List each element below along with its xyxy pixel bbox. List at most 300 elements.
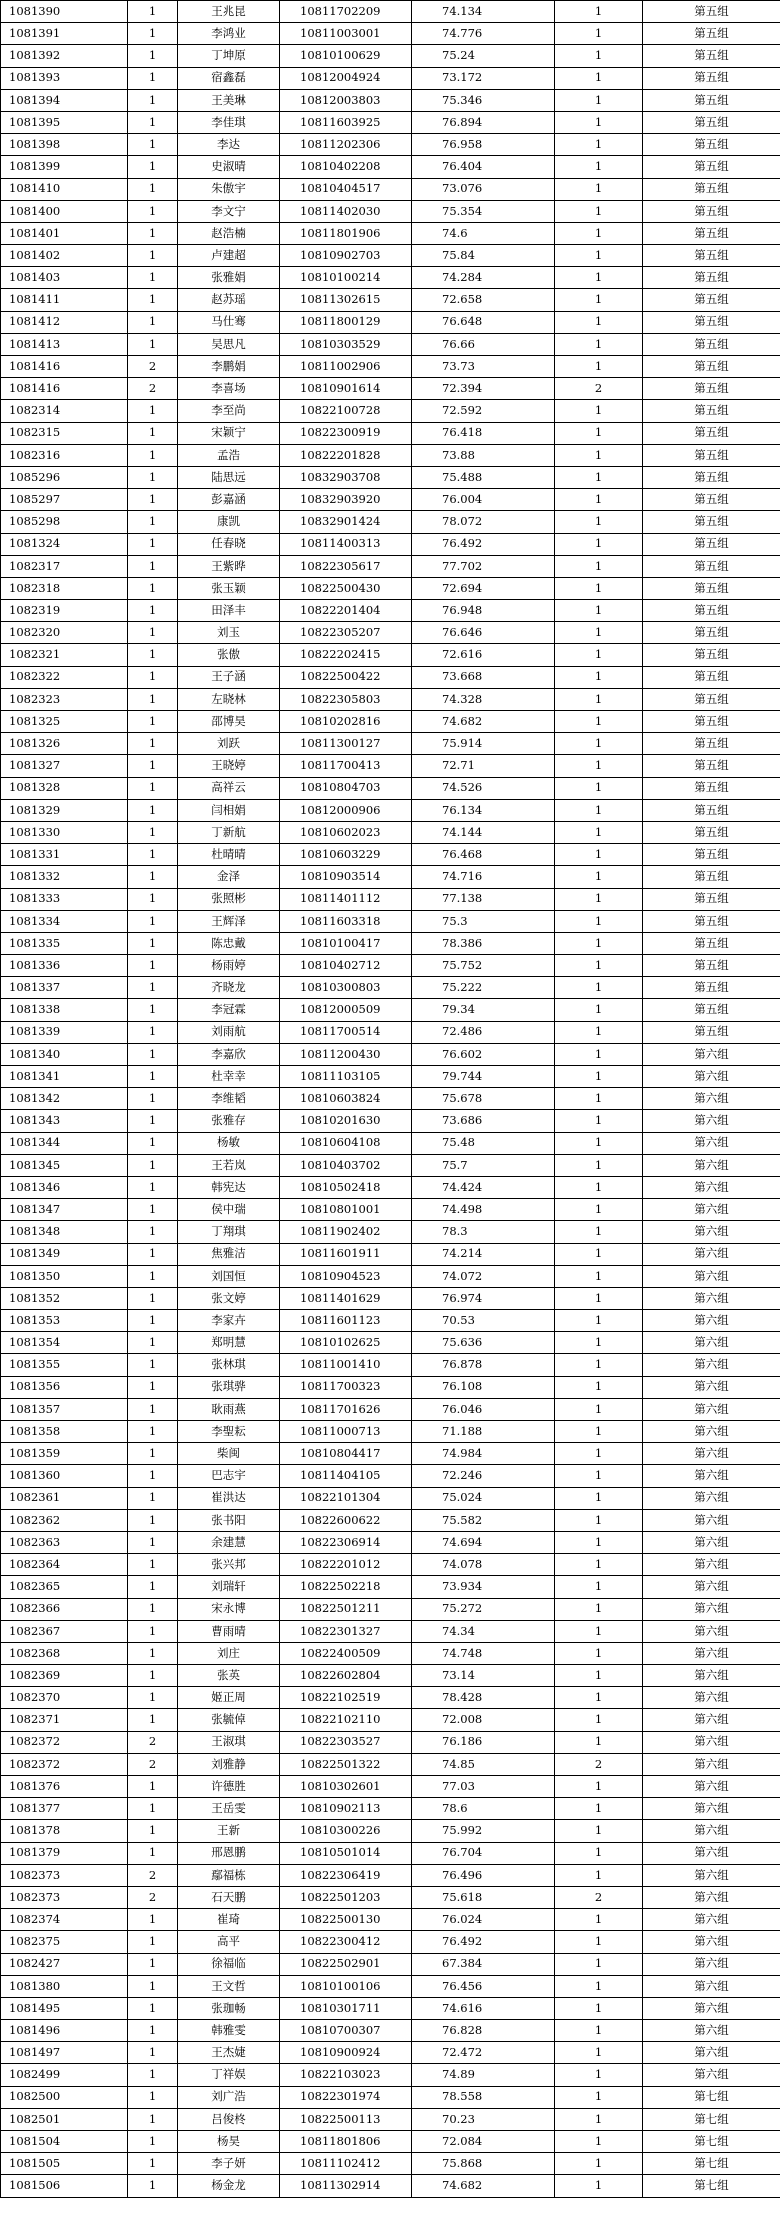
table-row xyxy=(1,2020,780,2042)
candidate-name-cell: 宋颖宁 xyxy=(178,422,280,444)
exam-number-cell: 10822103023 xyxy=(280,2064,412,2086)
group-cell: 第六组 xyxy=(643,1287,780,1309)
rank-cell: 1 xyxy=(555,89,643,111)
score-cell: 73.73 xyxy=(412,356,555,378)
position-code-cell: 1081358 xyxy=(1,1421,128,1443)
quota-cell: 1 xyxy=(128,289,178,311)
position-code-cell: 1081352 xyxy=(1,1287,128,1309)
candidate-name-cell: 韩宪达 xyxy=(178,1176,280,1198)
rank-cell: 1 xyxy=(555,711,643,733)
score-cell: 75.024 xyxy=(412,1487,555,1509)
candidate-name-cell: 杜晴晴 xyxy=(178,844,280,866)
rank-cell: 1 xyxy=(555,1975,643,1997)
rank-cell: 1 xyxy=(555,267,643,289)
candidate-name-cell: 彭嘉涵 xyxy=(178,489,280,511)
quota-cell: 1 xyxy=(128,755,178,777)
position-code-cell: 1082372 xyxy=(1,1731,128,1753)
rank-cell: 1 xyxy=(555,2042,643,2064)
quota-cell: 1 xyxy=(128,777,178,799)
position-code-cell: 1081495 xyxy=(1,1997,128,2019)
quota-cell: 1 xyxy=(128,1110,178,1132)
group-cell: 第五组 xyxy=(643,489,780,511)
table-row xyxy=(1,533,780,555)
rank-cell: 1 xyxy=(555,400,643,422)
score-cell: 72.084 xyxy=(412,2131,555,2153)
rank-cell: 1 xyxy=(555,1731,643,1753)
quota-cell: 1 xyxy=(128,1997,178,2019)
position-code-cell: 1081392 xyxy=(1,45,128,67)
score-cell: 74.498 xyxy=(412,1199,555,1221)
exam-number-cell: 10811702209 xyxy=(280,1,412,23)
position-code-cell: 1082427 xyxy=(1,1953,128,1975)
table-row xyxy=(1,1310,780,1332)
table-row xyxy=(1,1443,780,1465)
candidate-name-cell: 王杰婕 xyxy=(178,2042,280,2064)
rank-cell: 1 xyxy=(555,866,643,888)
candidate-name-cell: 杨金龙 xyxy=(178,2175,280,2197)
candidate-name-cell: 张毓倬 xyxy=(178,1709,280,1731)
candidate-name-cell: 任春晓 xyxy=(178,533,280,555)
quota-cell: 1 xyxy=(128,1376,178,1398)
group-cell: 第五组 xyxy=(643,311,780,333)
candidate-name-cell: 李嘉欣 xyxy=(178,1043,280,1065)
rank-cell: 1 xyxy=(555,1709,643,1731)
rank-cell: 1 xyxy=(555,733,643,755)
quota-cell: 1 xyxy=(128,489,178,511)
table-row xyxy=(1,1842,780,1864)
rank-cell: 1 xyxy=(555,1110,643,1132)
exam-number-cell: 10822100728 xyxy=(280,400,412,422)
exam-number-cell: 10810603229 xyxy=(280,844,412,866)
position-code-cell: 1081329 xyxy=(1,799,128,821)
exam-number-cell: 10811902402 xyxy=(280,1221,412,1243)
position-code-cell: 1081395 xyxy=(1,111,128,133)
position-code-cell: 1081378 xyxy=(1,1820,128,1842)
table-row xyxy=(1,1,780,23)
table-row xyxy=(1,289,780,311)
rank-cell: 1 xyxy=(555,111,643,133)
score-cell: 74.328 xyxy=(412,688,555,710)
position-code-cell: 1082323 xyxy=(1,688,128,710)
table-row xyxy=(1,1066,780,1088)
candidate-name-cell: 侯中瑞 xyxy=(178,1199,280,1221)
quota-cell: 1 xyxy=(128,2042,178,2064)
group-cell: 第五组 xyxy=(643,134,780,156)
candidate-name-cell: 李喜场 xyxy=(178,378,280,400)
score-cell: 76.602 xyxy=(412,1043,555,1065)
score-cell: 75.868 xyxy=(412,2153,555,2175)
quota-cell: 1 xyxy=(128,1620,178,1642)
candidate-name-cell: 张傲 xyxy=(178,644,280,666)
rank-cell: 1 xyxy=(555,1066,643,1088)
rank-cell: 1 xyxy=(555,1487,643,1509)
score-cell: 76.468 xyxy=(412,844,555,866)
rank-cell: 1 xyxy=(555,932,643,954)
score-cell: 75.636 xyxy=(412,1332,555,1354)
position-code-cell: 1081496 xyxy=(1,2020,128,2042)
candidate-name-cell: 石天鹏 xyxy=(178,1886,280,1908)
exam-number-cell: 10822500422 xyxy=(280,666,412,688)
table-row xyxy=(1,999,780,1021)
table-row xyxy=(1,1997,780,2019)
rank-cell: 2 xyxy=(555,1753,643,1775)
group-cell: 第六组 xyxy=(643,1753,780,1775)
candidate-name-cell: 赵浩楠 xyxy=(178,222,280,244)
exam-number-cell: 10811404105 xyxy=(280,1465,412,1487)
group-cell: 第六组 xyxy=(643,2042,780,2064)
exam-number-cell: 10812003803 xyxy=(280,89,412,111)
position-code-cell: 1081357 xyxy=(1,1398,128,1420)
score-cell: 76.974 xyxy=(412,1287,555,1309)
group-cell: 第六组 xyxy=(643,2020,780,2042)
rank-cell: 1 xyxy=(555,622,643,644)
exam-number-cell: 10822306914 xyxy=(280,1531,412,1553)
position-code-cell: 1081332 xyxy=(1,866,128,888)
rank-cell: 1 xyxy=(555,1842,643,1864)
candidate-name-cell: 邢恩鹏 xyxy=(178,1842,280,1864)
group-cell: 第五组 xyxy=(643,755,780,777)
candidate-name-cell: 孟浩 xyxy=(178,444,280,466)
table-row xyxy=(1,134,780,156)
group-cell: 第五组 xyxy=(643,45,780,67)
position-code-cell: 1081505 xyxy=(1,2153,128,2175)
rank-cell: 1 xyxy=(555,289,643,311)
group-cell: 第七组 xyxy=(643,2175,780,2197)
quota-cell: 1 xyxy=(128,2108,178,2130)
group-cell: 第七组 xyxy=(643,2153,780,2175)
score-cell: 75.914 xyxy=(412,733,555,755)
quota-cell: 1 xyxy=(128,1287,178,1309)
group-cell: 第五组 xyxy=(643,533,780,555)
candidate-name-cell: 韩雅雯 xyxy=(178,2020,280,2042)
table-row xyxy=(1,2086,780,2108)
exam-number-cell: 10810603824 xyxy=(280,1088,412,1110)
table-row xyxy=(1,2064,780,2086)
position-code-cell: 1081399 xyxy=(1,156,128,178)
table-row xyxy=(1,23,780,45)
table-row xyxy=(1,1820,780,1842)
rank-cell: 1 xyxy=(555,2175,643,2197)
candidate-name-cell: 徐福临 xyxy=(178,1953,280,1975)
score-cell: 72.71 xyxy=(412,755,555,777)
table-row xyxy=(1,932,780,954)
table-row xyxy=(1,644,780,666)
position-code-cell: 1082363 xyxy=(1,1531,128,1553)
score-cell: 75.222 xyxy=(412,977,555,999)
exam-number-cell: 10822301327 xyxy=(280,1620,412,1642)
quota-cell: 1 xyxy=(128,666,178,688)
position-code-cell: 1081393 xyxy=(1,67,128,89)
candidate-name-cell: 丁祥娱 xyxy=(178,2064,280,2086)
quota-cell: 1 xyxy=(128,1243,178,1265)
quota-cell: 1 xyxy=(128,2175,178,2197)
rank-cell: 1 xyxy=(555,1287,643,1309)
table-row xyxy=(1,844,780,866)
group-cell: 第六组 xyxy=(643,1176,780,1198)
group-cell: 第六组 xyxy=(643,1864,780,1886)
table-row xyxy=(1,577,780,599)
quota-cell: 1 xyxy=(128,799,178,821)
position-code-cell: 1081335 xyxy=(1,932,128,954)
candidate-name-cell: 王辉泽 xyxy=(178,910,280,932)
position-code-cell: 1082314 xyxy=(1,400,128,422)
exam-number-cell: 10822501211 xyxy=(280,1598,412,1620)
position-code-cell: 1081411 xyxy=(1,289,128,311)
quota-cell: 1 xyxy=(128,1931,178,1953)
quota-cell: 1 xyxy=(128,333,178,355)
group-cell: 第五组 xyxy=(643,156,780,178)
position-code-cell: 1081348 xyxy=(1,1221,128,1243)
score-cell: 75.678 xyxy=(412,1088,555,1110)
rank-cell: 1 xyxy=(555,311,643,333)
rank-cell: 1 xyxy=(555,444,643,466)
score-cell: 72.616 xyxy=(412,644,555,666)
exam-number-cell: 10811601911 xyxy=(280,1243,412,1265)
group-cell: 第五组 xyxy=(643,644,780,666)
group-cell: 第五组 xyxy=(643,222,780,244)
quota-cell: 2 xyxy=(128,1753,178,1775)
group-cell: 第五组 xyxy=(643,977,780,999)
score-cell: 74.6 xyxy=(412,222,555,244)
exam-number-cell: 10822102110 xyxy=(280,1709,412,1731)
position-code-cell: 1082372 xyxy=(1,1753,128,1775)
score-cell: 78.3 xyxy=(412,1221,555,1243)
group-cell: 第五组 xyxy=(643,555,780,577)
rank-cell: 1 xyxy=(555,1864,643,1886)
group-cell: 第五组 xyxy=(643,178,780,200)
candidate-name-cell: 柴闽 xyxy=(178,1443,280,1465)
group-cell: 第六组 xyxy=(643,1243,780,1265)
score-cell: 79.744 xyxy=(412,1066,555,1088)
position-code-cell: 1082375 xyxy=(1,1931,128,1953)
score-cell: 71.188 xyxy=(412,1421,555,1443)
rank-cell: 1 xyxy=(555,600,643,622)
score-cell: 74.748 xyxy=(412,1642,555,1664)
score-table-body xyxy=(1,1,780,2198)
group-cell: 第六组 xyxy=(643,1066,780,1088)
rank-cell: 1 xyxy=(555,1509,643,1531)
exam-number-cell: 10832903708 xyxy=(280,466,412,488)
position-code-cell: 1081333 xyxy=(1,888,128,910)
group-cell: 第六组 xyxy=(643,1354,780,1376)
position-code-cell: 1081497 xyxy=(1,2042,128,2064)
group-cell: 第五组 xyxy=(643,289,780,311)
rank-cell: 1 xyxy=(555,1820,643,1842)
exam-number-cell: 10811001410 xyxy=(280,1354,412,1376)
candidate-name-cell: 许德胜 xyxy=(178,1776,280,1798)
table-row xyxy=(1,444,780,466)
table-row xyxy=(1,955,780,977)
quota-cell: 1 xyxy=(128,1531,178,1553)
score-cell: 76.492 xyxy=(412,1931,555,1953)
rank-cell: 1 xyxy=(555,2131,643,2153)
candidate-name-cell: 王晓婷 xyxy=(178,755,280,777)
exam-number-cell: 10810102625 xyxy=(280,1332,412,1354)
position-code-cell: 1082370 xyxy=(1,1687,128,1709)
rank-cell: 1 xyxy=(555,755,643,777)
rank-cell: 1 xyxy=(555,888,643,910)
table-row xyxy=(1,1886,780,1908)
group-cell: 第六组 xyxy=(643,1310,780,1332)
candidate-name-cell: 左晓林 xyxy=(178,688,280,710)
group-cell: 第六组 xyxy=(643,1931,780,1953)
group-cell: 第五组 xyxy=(643,866,780,888)
rank-cell: 1 xyxy=(555,1221,643,1243)
position-code-cell: 1081416 xyxy=(1,378,128,400)
quota-cell: 1 xyxy=(128,1487,178,1509)
score-cell: 77.138 xyxy=(412,888,555,910)
exam-number-cell: 10812000906 xyxy=(280,799,412,821)
candidate-name-cell: 张兴邦 xyxy=(178,1554,280,1576)
quota-cell: 1 xyxy=(128,1576,178,1598)
rank-cell: 1 xyxy=(555,821,643,843)
exam-number-cell: 10822305207 xyxy=(280,622,412,644)
candidate-name-cell: 耿雨燕 xyxy=(178,1398,280,1420)
score-cell: 74.214 xyxy=(412,1243,555,1265)
rank-cell: 1 xyxy=(555,977,643,999)
position-code-cell: 1081345 xyxy=(1,1154,128,1176)
position-code-cell: 1081380 xyxy=(1,1975,128,1997)
rank-cell: 1 xyxy=(555,511,643,533)
quota-cell: 1 xyxy=(128,1709,178,1731)
score-cell: 74.682 xyxy=(412,2175,555,2197)
quota-cell: 1 xyxy=(128,311,178,333)
position-code-cell: 1081390 xyxy=(1,1,128,23)
score-cell: 70.53 xyxy=(412,1310,555,1332)
rank-cell: 1 xyxy=(555,1665,643,1687)
rank-cell: 1 xyxy=(555,2153,643,2175)
rank-cell: 1 xyxy=(555,134,643,156)
candidate-name-cell: 王岳雯 xyxy=(178,1798,280,1820)
score-cell: 73.14 xyxy=(412,1665,555,1687)
group-cell: 第六组 xyxy=(643,1265,780,1287)
table-row xyxy=(1,311,780,333)
position-code-cell: 1081391 xyxy=(1,23,128,45)
exam-number-cell: 10812000509 xyxy=(280,999,412,1021)
exam-number-cell: 10810901614 xyxy=(280,378,412,400)
candidate-name-cell: 闫相娟 xyxy=(178,799,280,821)
group-cell: 第六组 xyxy=(643,1376,780,1398)
exam-number-cell: 10810501014 xyxy=(280,1842,412,1864)
rank-cell: 1 xyxy=(555,489,643,511)
score-cell: 75.272 xyxy=(412,1598,555,1620)
candidate-name-cell: 巴志宇 xyxy=(178,1465,280,1487)
group-cell: 第六组 xyxy=(643,1598,780,1620)
group-cell: 第六组 xyxy=(643,1842,780,1864)
score-cell: 74.078 xyxy=(412,1554,555,1576)
exam-number-cell: 10811601123 xyxy=(280,1310,412,1332)
group-cell: 第六组 xyxy=(643,1709,780,1731)
rank-cell: 1 xyxy=(555,1909,643,1931)
quota-cell: 1 xyxy=(128,1354,178,1376)
exam-number-cell: 10822201828 xyxy=(280,444,412,466)
position-code-cell: 1081331 xyxy=(1,844,128,866)
candidate-name-cell: 李文宁 xyxy=(178,200,280,222)
quota-cell: 1 xyxy=(128,688,178,710)
quota-cell: 1 xyxy=(128,1842,178,1864)
quota-cell: 1 xyxy=(128,600,178,622)
rank-cell: 1 xyxy=(555,688,643,710)
quota-cell: 1 xyxy=(128,511,178,533)
position-code-cell: 1081377 xyxy=(1,1798,128,1820)
quota-cell: 1 xyxy=(128,200,178,222)
quota-cell: 1 xyxy=(128,1021,178,1043)
group-cell: 第六组 xyxy=(643,1487,780,1509)
position-code-cell: 1081413 xyxy=(1,333,128,355)
rank-cell: 1 xyxy=(555,200,643,222)
quota-cell: 1 xyxy=(128,245,178,267)
candidate-name-cell: 姬正周 xyxy=(178,1687,280,1709)
quota-cell: 1 xyxy=(128,1909,178,1931)
table-row xyxy=(1,1176,780,1198)
table-row xyxy=(1,622,780,644)
candidate-name-cell: 王若岚 xyxy=(178,1154,280,1176)
exam-number-cell: 10822501322 xyxy=(280,1753,412,1775)
table-row xyxy=(1,333,780,355)
rank-cell: 2 xyxy=(555,1886,643,1908)
exam-number-cell: 10822303527 xyxy=(280,1731,412,1753)
exam-number-cell: 10822305803 xyxy=(280,688,412,710)
table-row xyxy=(1,1421,780,1443)
group-cell: 第六组 xyxy=(643,1620,780,1642)
rank-cell: 1 xyxy=(555,245,643,267)
quota-cell: 1 xyxy=(128,711,178,733)
candidate-name-cell: 马仕骞 xyxy=(178,311,280,333)
position-code-cell: 1082499 xyxy=(1,2064,128,2086)
table-row xyxy=(1,378,780,400)
quota-cell: 1 xyxy=(128,1798,178,1820)
group-cell: 第六组 xyxy=(643,1154,780,1176)
score-cell: 73.686 xyxy=(412,1110,555,1132)
quota-cell: 1 xyxy=(128,1776,178,1798)
position-code-cell: 1082322 xyxy=(1,666,128,688)
quota-cell: 1 xyxy=(128,178,178,200)
exam-number-cell: 10810300226 xyxy=(280,1820,412,1842)
table-row xyxy=(1,711,780,733)
exam-number-cell: 10822400509 xyxy=(280,1642,412,1664)
group-cell: 第五组 xyxy=(643,844,780,866)
table-row xyxy=(1,1909,780,1931)
table-row xyxy=(1,1731,780,1753)
exam-number-cell: 10810804417 xyxy=(280,1443,412,1465)
score-cell: 76.948 xyxy=(412,600,555,622)
group-cell: 第七组 xyxy=(643,2108,780,2130)
position-code-cell: 1081326 xyxy=(1,733,128,755)
candidate-name-cell: 郑明慧 xyxy=(178,1332,280,1354)
table-row xyxy=(1,821,780,843)
rank-cell: 1 xyxy=(555,777,643,799)
position-code-cell: 1081416 xyxy=(1,356,128,378)
rank-cell: 1 xyxy=(555,1620,643,1642)
quota-cell: 2 xyxy=(128,1886,178,1908)
score-cell: 76.024 xyxy=(412,1909,555,1931)
table-row xyxy=(1,1354,780,1376)
group-cell: 第六组 xyxy=(643,1110,780,1132)
group-cell: 第六组 xyxy=(643,1576,780,1598)
table-row xyxy=(1,1154,780,1176)
position-code-cell: 1081350 xyxy=(1,1265,128,1287)
table-row xyxy=(1,466,780,488)
table-row xyxy=(1,2175,780,2197)
quota-cell: 2 xyxy=(128,1864,178,1886)
group-cell: 第五组 xyxy=(643,821,780,843)
quota-cell: 1 xyxy=(128,23,178,45)
rank-cell: 1 xyxy=(555,1154,643,1176)
candidate-name-cell: 刘雨航 xyxy=(178,1021,280,1043)
position-code-cell: 1081359 xyxy=(1,1443,128,1465)
position-code-cell: 1081394 xyxy=(1,89,128,111)
exam-number-cell: 10822102519 xyxy=(280,1687,412,1709)
